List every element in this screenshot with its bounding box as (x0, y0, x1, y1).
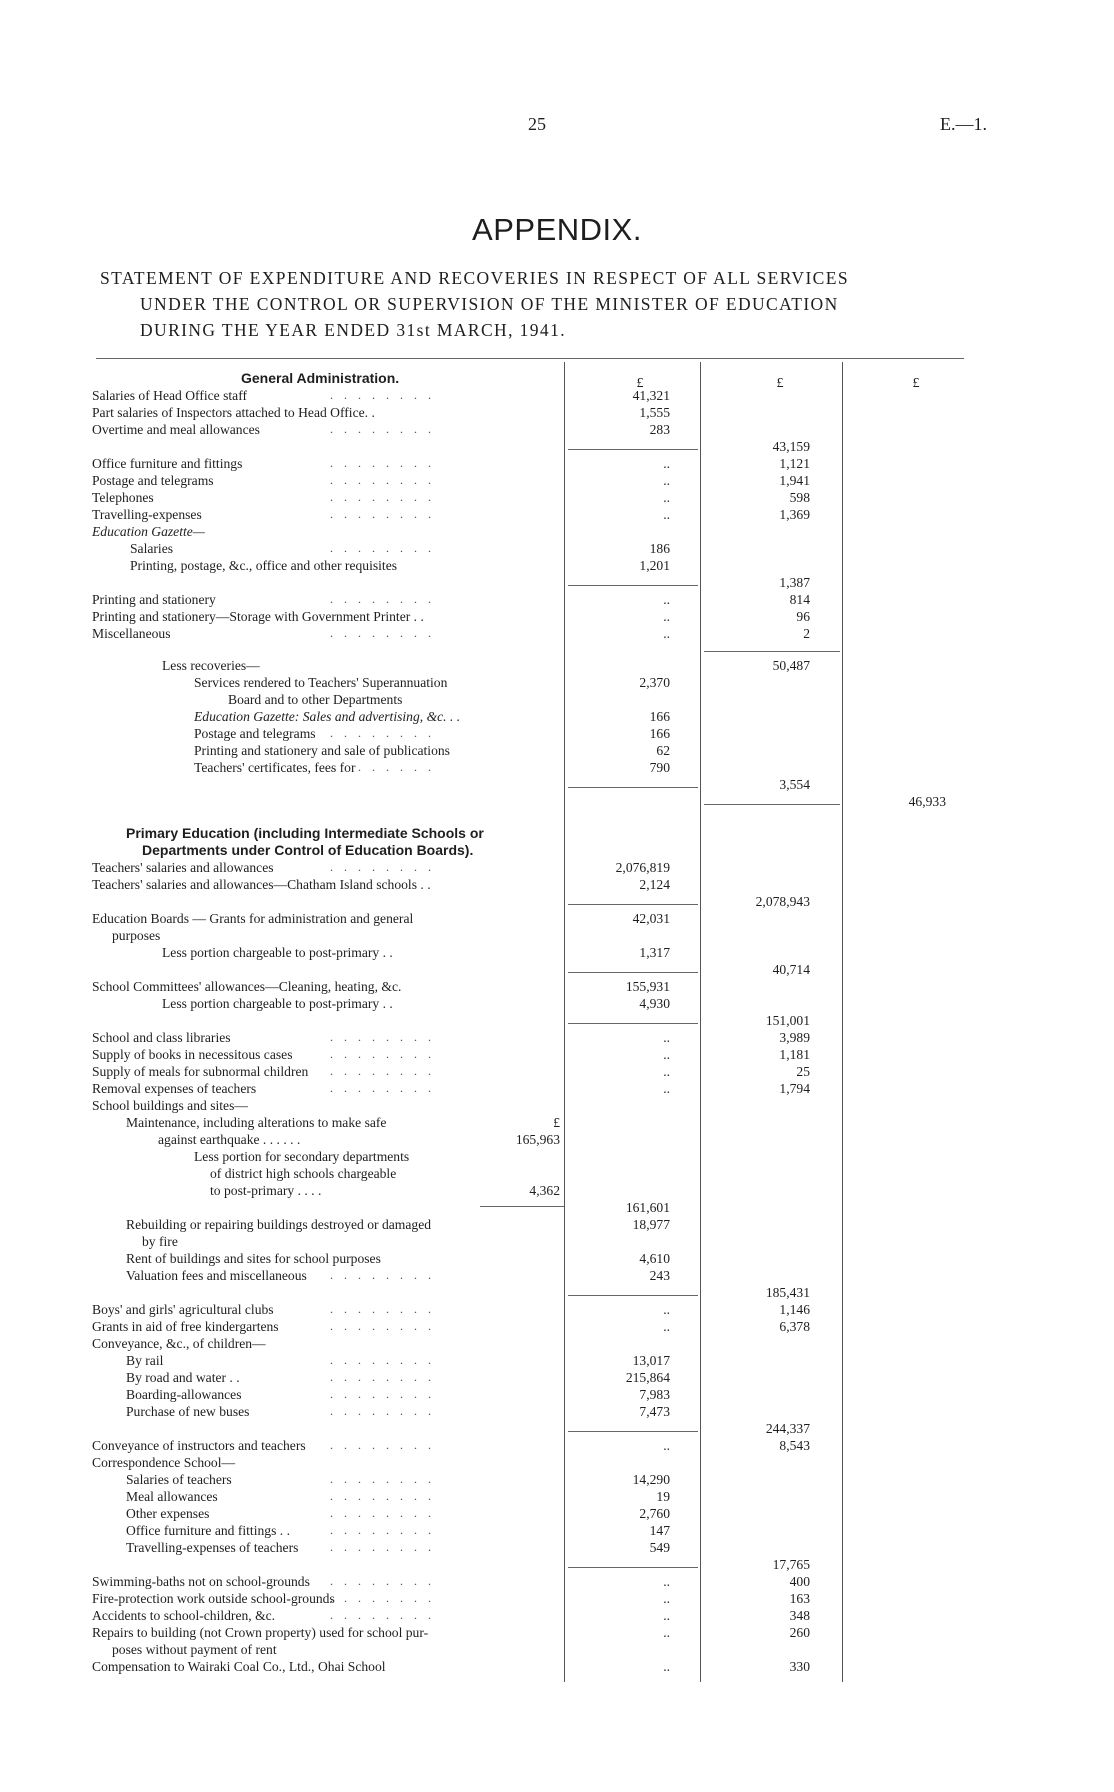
amount-column-1: 2,370 (639, 675, 670, 690)
row-label: Other expenses (126, 1506, 210, 1521)
row-label: Less recoveries— (162, 658, 260, 673)
amount-column-2: 8,543 (779, 1438, 810, 1453)
amount-column-1: .. (663, 1438, 670, 1453)
amount-column-1: .. (663, 490, 670, 505)
amount-column-2: 163 (789, 1591, 810, 1606)
leader-dots: . . . . . . . . (330, 1591, 435, 1605)
table-row (0, 1539, 1114, 1556)
table-row (0, 1301, 1114, 1318)
row-label: Printing, postage, &c., office and other requisites (130, 558, 398, 573)
amount-column-2: 43,159 (772, 439, 810, 454)
table-row (0, 1114, 1114, 1131)
leader-dots: . . . . . . . . (330, 1489, 435, 1503)
amount-column-1: .. (663, 1302, 670, 1317)
table-row (0, 859, 1114, 876)
amount-column-1: 42,031 (632, 911, 670, 926)
row-label: to post-primary . . . . (210, 1183, 322, 1198)
amount-column-2: 400 (789, 1574, 810, 1589)
amount-column-1: .. (663, 1064, 670, 1079)
table-row (0, 1658, 1114, 1675)
amount-column-1: 41,321 (632, 388, 670, 403)
amount-column-1: 4,930 (639, 996, 670, 1011)
row-inner-amount: 4,362 (529, 1183, 560, 1198)
table-row (0, 574, 1114, 591)
table-row (0, 1437, 1114, 1454)
amount-column-1: .. (663, 1625, 670, 1640)
leader-dots: . . . . . . . . (330, 1540, 435, 1554)
table-row (0, 387, 1114, 404)
table-row (0, 910, 1114, 927)
amount-column-1: 549 (649, 1540, 670, 1555)
table-row (0, 1148, 1114, 1165)
amount-column-1: .. (663, 507, 670, 522)
section-heading (0, 842, 1114, 859)
section-heading (0, 370, 1114, 387)
table-row (0, 893, 1114, 910)
amount-column-1: 147 (649, 1523, 670, 1538)
section-heading (0, 825, 1114, 842)
amount-column-2: 2 (803, 626, 810, 641)
table-row (0, 759, 1114, 776)
row-label: General Administration. (241, 370, 400, 386)
page-reference: E.—1. (940, 114, 987, 134)
leader-dots: . . . . . . . . (330, 1387, 435, 1401)
table-row (0, 421, 1114, 438)
table-row (0, 489, 1114, 506)
row-label: School and class libraries (92, 1030, 231, 1045)
amount-column-1: 1,201 (639, 558, 670, 573)
row-label: Valuation fees and miscellaneous (126, 1268, 307, 1283)
amount-column-1: .. (663, 609, 670, 624)
row-label: Telephones (92, 490, 154, 505)
row-label: Grants in aid of free kindergartens (92, 1319, 279, 1334)
amount-column-1: 790 (649, 760, 670, 775)
row-label: against earthquake . . . . . . (158, 1132, 301, 1147)
amount-column-1: 155,931 (625, 979, 670, 994)
amount-column-2: 1,387 (779, 575, 810, 590)
amount-column-1: 7,983 (639, 1387, 670, 1402)
row-label: Rent of buildings and sites for school purposes (126, 1251, 381, 1266)
amount-column-1: 14,290 (632, 1472, 670, 1487)
row-label: Education Boards — Grants for administration and general (92, 911, 414, 926)
row-label: Overtime and meal allowances (92, 422, 260, 437)
table-row (0, 1522, 1114, 1539)
table-row (0, 1097, 1114, 1114)
amount-column-2: 244,337 (765, 1421, 810, 1436)
table-row (0, 1216, 1114, 1233)
table-row (0, 608, 1114, 625)
table-row (0, 1131, 1114, 1148)
amount-column-3: 46,933 (908, 794, 946, 809)
leader-dots: . . . . . . . . (330, 1047, 435, 1061)
leader-dots: . . . . . . . . (330, 1370, 435, 1384)
amount-column-1: .. (663, 456, 670, 471)
table-row (0, 1369, 1114, 1386)
leader-dots: . . . . . . . . (330, 760, 435, 774)
table-row (0, 995, 1114, 1012)
row-label: Boys' and girls' agricultural clubs (92, 1302, 274, 1317)
amount-column-2: 1,369 (779, 507, 810, 522)
table-row (0, 674, 1114, 691)
table-row (0, 1335, 1114, 1352)
row-label: Swimming-baths not on school-grounds (92, 1574, 310, 1589)
amount-column-2: 814 (789, 592, 810, 607)
row-label: Education Gazette— (92, 524, 205, 539)
row-label: Salaries (130, 541, 174, 556)
table-row (0, 472, 1114, 489)
table-row (0, 1352, 1114, 1369)
row-label: Removal expenses of teachers (92, 1081, 257, 1096)
row-label: Travelling-expenses (92, 507, 202, 522)
table-row (0, 1046, 1114, 1063)
row-label: Miscellaneous (92, 626, 171, 641)
amount-column-2: 3,989 (779, 1030, 810, 1045)
table-row (0, 1267, 1114, 1284)
leader-dots: . . . . . . . . (330, 1574, 435, 1588)
table-row (0, 1182, 1114, 1199)
amount-column-2: 260 (789, 1625, 810, 1640)
amount-column-2: 3,554 (779, 777, 810, 792)
row-label: Correspondence School— (92, 1455, 236, 1470)
amount-column-2: 96 (796, 609, 810, 624)
row-label: Teachers' salaries and allowances—Chatham Island schools . . (92, 877, 431, 892)
leader-dots: . . . . . . . . (330, 860, 435, 874)
row-label: Meal allowances (126, 1489, 218, 1504)
row-label: Salaries of Head Office staff (92, 388, 248, 403)
row-label: Less portion chargeable to post-primary . . (162, 996, 393, 1011)
leader-dots: . . . . . . . . (330, 1404, 435, 1418)
amount-column-1: 4,610 (639, 1251, 670, 1266)
row-label: Postage and telegrams (194, 726, 316, 741)
table-row (0, 1471, 1114, 1488)
amount-column-1: 283 (649, 422, 670, 437)
row-label: Conveyance of instructors and teachers (92, 1438, 306, 1453)
table-row (0, 1454, 1114, 1471)
amount-column-2: 1,146 (779, 1302, 810, 1317)
amount-column-2: 185,431 (765, 1285, 810, 1300)
amount-column-1: 19 (656, 1489, 670, 1504)
leader-dots: . . . . . . . . (330, 726, 435, 740)
table-row (0, 404, 1114, 421)
amount-column-1: 13,017 (632, 1353, 670, 1368)
row-label: Teachers' salaries and allowances (92, 860, 274, 875)
table-row (0, 438, 1114, 455)
amount-column-1: 2,760 (639, 1506, 670, 1521)
row-label: By road and water . . (126, 1370, 240, 1385)
table-row (0, 1012, 1114, 1029)
row-label: Boarding-allowances (126, 1387, 242, 1402)
table-row (0, 557, 1114, 574)
amount-column-1: 166 (649, 726, 670, 741)
amount-column-1: 1,555 (639, 405, 670, 420)
table-row (0, 876, 1114, 893)
row-label: Supply of books in necessitous cases (92, 1047, 293, 1062)
table-row (0, 1233, 1114, 1250)
amount-column-2: 151,001 (765, 1013, 810, 1028)
amount-column-2: 17,765 (772, 1557, 810, 1572)
leader-dots: . . . . . . . . (330, 1472, 435, 1486)
row-label: Postage and telegrams (92, 473, 214, 488)
row-label: Office furniture and fittings (92, 456, 243, 471)
amount-column-1: 186 (649, 541, 670, 556)
amount-column-2: 598 (789, 490, 810, 505)
table-row (0, 927, 1114, 944)
row-label: by fire (142, 1234, 178, 1249)
row-label: By rail (126, 1353, 164, 1368)
row-label: Less portion for secondary departments (194, 1149, 410, 1164)
amount-column-1: .. (663, 1081, 670, 1096)
leader-dots: . . . . . . . . (330, 1608, 435, 1622)
leader-dots: . . . . . . . . (330, 1268, 435, 1282)
amount-column-1: .. (663, 1659, 670, 1674)
leader-dots: . . . . . . . . (330, 507, 435, 521)
leader-dots: . . . . . . . . (330, 422, 435, 436)
row-label: Part salaries of Inspectors attached to Head Office. . (92, 405, 375, 420)
amount-column-1: .. (663, 626, 670, 641)
table-row (0, 1284, 1114, 1301)
amount-column-1: 62 (656, 743, 670, 758)
column-1-currency: £ (636, 376, 644, 391)
amount-column-2: 25 (796, 1064, 810, 1079)
row-label: Printing and stationery—Storage with Government Printer . . (92, 609, 424, 624)
amount-column-1: .. (663, 1591, 670, 1606)
row-label: Travelling-expenses of teachers (126, 1540, 299, 1555)
amount-column-2: 330 (789, 1659, 810, 1674)
table-row (0, 1080, 1114, 1097)
table-row (0, 625, 1114, 642)
column-3-currency: £ (912, 376, 920, 391)
table-row (0, 978, 1114, 995)
row-inner-amount: £ (553, 1115, 560, 1130)
table-row (0, 1386, 1114, 1403)
amount-column-2: 50,487 (772, 658, 810, 673)
row-label: Conveyance, &c., of children— (92, 1336, 266, 1351)
row-label: Purchase of new buses (126, 1404, 250, 1419)
table-row (0, 1556, 1114, 1573)
table-row (0, 961, 1114, 978)
leader-dots: . . . . . . . . (330, 1302, 435, 1316)
leader-dots: . . . . . . . . (330, 1319, 435, 1333)
amount-column-1: .. (663, 1047, 670, 1062)
row-label: poses without payment of rent (112, 1642, 277, 1657)
page-title: APPENDIX. (472, 212, 642, 247)
leader-dots: . . . . . . . . (330, 1064, 435, 1078)
row-label: Rebuilding or repairing buildings destroyed or damaged (126, 1217, 432, 1232)
row-label: School Committees' allowances—Cleaning, heating, &c. (92, 979, 402, 994)
table-row (0, 1590, 1114, 1607)
amount-column-2: 2,078,943 (755, 894, 810, 909)
row-label: Office furniture and fittings . . (126, 1523, 290, 1538)
statement-line-2: UNDER THE CONTROL OR SUPERVISION OF THE MINISTER OF EDUCATION (140, 294, 839, 314)
amount-column-1: 243 (649, 1268, 670, 1283)
table-row (0, 793, 1114, 810)
leader-dots: . . . . . . . . (330, 1081, 435, 1095)
amount-column-2: 348 (789, 1608, 810, 1623)
row-inner-amount: 165,963 (515, 1132, 560, 1147)
row-label: Less portion chargeable to post-primary . . (162, 945, 393, 960)
table-row (0, 1063, 1114, 1080)
row-label: Departments under Control of Education Boards). (142, 842, 474, 858)
leader-dots: . . . . . . . . (330, 592, 435, 606)
leader-dots: . . . . . . . . (330, 1030, 435, 1044)
statement-line-3: DURING THE YEAR ENDED 31st MARCH, 1941. (140, 320, 566, 340)
table-row (0, 1607, 1114, 1624)
table-row (0, 691, 1114, 708)
amount-column-1: .. (663, 473, 670, 488)
row-label: Education Gazette: Sales and advertising, &c. . . (194, 709, 461, 724)
row-label: Supply of meals for subnormal children (92, 1064, 309, 1079)
amount-column-1: .. (663, 592, 670, 607)
table-row (0, 1250, 1114, 1267)
amount-column-1: 2,124 (639, 877, 670, 892)
table-row (0, 1641, 1114, 1658)
row-label: Fire-protection work outside school-grounds (92, 1591, 335, 1606)
amount-column-1: 18,977 (632, 1217, 670, 1232)
leader-dots: . . . . . . . . (330, 626, 435, 640)
amount-column-1: 166 (649, 709, 670, 724)
table-row (0, 1573, 1114, 1590)
leader-dots: . . . . . . . . (330, 490, 435, 504)
amount-column-1: 7,473 (639, 1404, 670, 1419)
row-label: Compensation to Wairaki Coal Co., Ltd., Ohai School (92, 1659, 386, 1674)
table-row (0, 1318, 1114, 1335)
table-row (0, 1403, 1114, 1420)
table-row (0, 944, 1114, 961)
table-row (0, 657, 1114, 674)
row-label: Board and to other Departments (228, 692, 403, 707)
leader-dots: . . . . . . . . (330, 1438, 435, 1452)
row-label: Services rendered to Teachers' Superannuation (194, 675, 448, 690)
table-row (0, 1624, 1114, 1641)
amount-column-2: 40,714 (772, 962, 810, 977)
table-row (0, 506, 1114, 523)
row-label: Printing and stationery and sale of publications (194, 743, 450, 758)
row-label: Repairs to building (not Crown property) used for school pur- (92, 1625, 429, 1640)
leader-dots: . . . . . . . . (330, 1353, 435, 1367)
table-row (0, 540, 1114, 557)
amount-column-2: 1,794 (779, 1081, 810, 1096)
table-row (0, 776, 1114, 793)
table-row (0, 591, 1114, 608)
row-label: Primary Education (including Intermediate Schools or (126, 825, 484, 841)
amount-column-1: .. (663, 1574, 670, 1589)
amount-column-1: 2,076,819 (615, 860, 670, 875)
table-row (0, 725, 1114, 742)
statement-line-1: STATEMENT OF EXPENDITURE AND RECOVERIES IN RESPECT OF ALL SERVICES (100, 268, 849, 288)
amount-column-1: .. (663, 1030, 670, 1045)
amount-column-1: 161,601 (625, 1200, 670, 1215)
table-row (0, 1505, 1114, 1522)
row-label: School buildings and sites— (92, 1098, 248, 1113)
amount-column-2: 1,121 (779, 456, 810, 471)
leader-dots: . . . . . . . . (330, 473, 435, 487)
page-number: 25 (528, 114, 546, 134)
leader-dots: . . . . . . . . (330, 1506, 435, 1520)
amount-column-2: 6,378 (779, 1319, 810, 1334)
column-2-currency: £ (776, 376, 784, 391)
leader-dots: . . . . . . . . (330, 541, 435, 555)
table-row (0, 455, 1114, 472)
row-label: Salaries of teachers (126, 1472, 232, 1487)
leader-dots: . . . . . . . . (330, 388, 435, 402)
table-row (0, 1420, 1114, 1437)
row-label: Teachers' certificates, fees for (194, 760, 356, 775)
table-row (0, 1029, 1114, 1046)
table-row (0, 1199, 1114, 1216)
table-row (0, 1488, 1114, 1505)
leader-dots: . . . . . . . . (330, 1523, 435, 1537)
table-row (0, 523, 1114, 540)
amount-column-1: 1,317 (639, 945, 670, 960)
amount-column-1: .. (663, 1608, 670, 1623)
table-row (0, 708, 1114, 725)
amount-column-1: .. (663, 1319, 670, 1334)
row-label: Accidents to school-children, &c. (92, 1608, 276, 1623)
amount-column-2: 1,181 (779, 1047, 810, 1062)
row-label: Printing and stationery (92, 592, 216, 607)
leader-dots: . . . . . . . . (330, 456, 435, 470)
table-row (0, 742, 1114, 759)
amount-column-1: 215,864 (625, 1370, 670, 1385)
row-label: of district high schools chargeable (210, 1166, 397, 1181)
row-label: purposes (112, 928, 161, 943)
amount-column-2: 1,941 (779, 473, 810, 488)
table-row (0, 1165, 1114, 1182)
row-label: Maintenance, including alterations to make safe (126, 1115, 387, 1130)
